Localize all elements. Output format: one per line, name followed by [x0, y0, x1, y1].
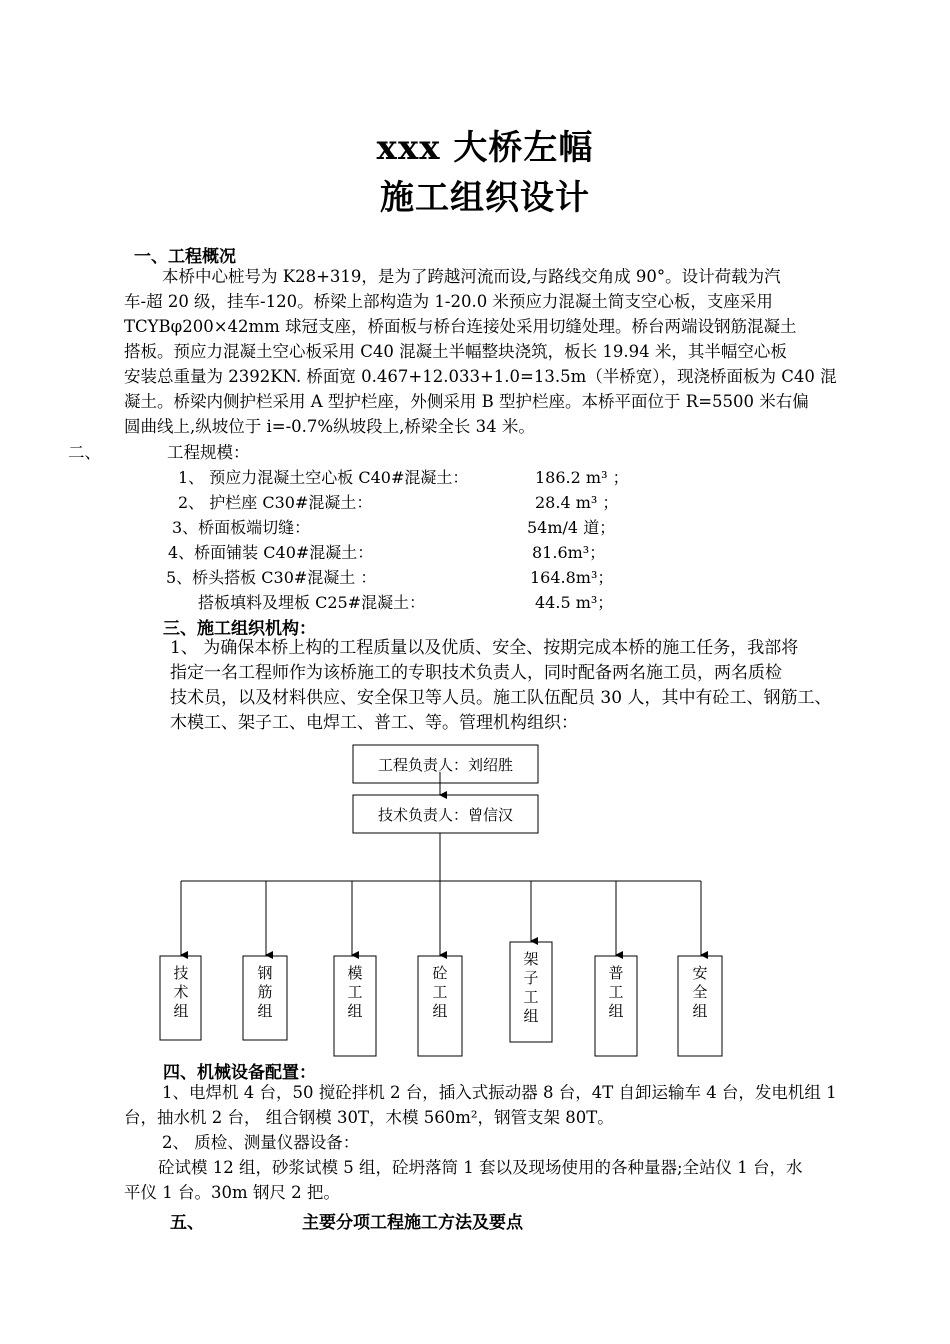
s3-line: 指定一名工程师作为该桥施工的专职技术负责人，同时配备两名施工员，两名质检 — [170, 663, 782, 683]
org-group-label: 砼 工 组 — [432, 964, 448, 1020]
section-5-heading: 主要分项工程施工方法及要点 — [302, 1213, 523, 1233]
org-group-label: 钢 筋 组 — [257, 964, 273, 1020]
scale-item-value: 28.4 m³ ； — [535, 493, 619, 512]
s1-line: 圆曲线上,纵坡位于 i=-0.7%纵坡段上,桥梁全长 34 米。 — [124, 417, 535, 436]
scale-item-value: 81.6m³； — [532, 543, 606, 562]
section-1-heading: 一、工程概况 — [134, 247, 236, 267]
scale-item-label: 3、桥面板端切缝： — [172, 518, 311, 537]
scale-item-label: 5、桥头搭板 C30#混凝土 ： — [166, 568, 377, 587]
scale-item-label: 搭板填料及埋板 C25#混凝土： — [198, 593, 426, 612]
scale-item-label: 2、 护栏座 C30#混凝土： — [178, 493, 373, 512]
org-group-label: 架 子 工 组 — [523, 950, 539, 1025]
section-4-body — [124, 1080, 837, 1205]
s4-line: 1、电焊机 4 台，50 搅砼拌机 2 台，插入式振动器 8 台，4T 自卸运输车 4 台，发电机组 1 — [162, 1083, 837, 1102]
s3-line: 技术员，以及材料供应、安全保卫等人员。施工队伍配员 30 人，其中有砼工、钢筋工、 — [170, 688, 832, 708]
s4-line: 平仪 1 台。30m 钢尺 2 把。 — [124, 1183, 340, 1202]
section-5-number: 五、 — [170, 1213, 204, 1233]
s1-line: 本桥中心桩号为 K28+319，是为了跨越河流而设,与路线交角成 90°。设计荷载为汽 — [162, 267, 781, 286]
scale-item-value: 164.8m³； — [530, 568, 614, 587]
org-group-label: 普 工 组 — [608, 964, 624, 1020]
section-2-number: 二、 — [68, 443, 101, 462]
org-group-label: 安 全 组 — [692, 964, 708, 1020]
s1-line: 车-超 20 级，挂车-120。桥梁上部构造为 1-20.0 米预应力混凝土简支空心板，支座采用 — [124, 292, 773, 311]
scale-item-value: 186.2 m³ ； — [535, 468, 629, 487]
s3-line: 木模工、架子工、电焊工、普工、等。管理机构组织： — [170, 713, 578, 733]
org-top-label: 工程负责人：刘绍胜 — [377, 756, 513, 774]
s4-line: 台，抽水机 2 台， 组合钢模 30T，木模 560m²，钢管支架 80T。 — [124, 1108, 614, 1127]
org-group-label: 技 术 组 — [173, 964, 189, 1020]
s4-line: 2、 质检、测量仪器设备： — [162, 1133, 360, 1152]
scale-item-label: 4、桥面铺装 C40#混凝土： — [168, 543, 374, 562]
org-second-label: 技术负责人：曾信汉 — [377, 806, 513, 824]
s4-line: 砼试模 12 组，砂浆试模 5 组，砼坍落筒 1 套以及现场使用的各种量器;全站仪 1 台，水 — [158, 1158, 803, 1177]
scale-item-label: 1、 预应力混凝土空心板 C40#混凝土： — [178, 468, 469, 487]
scale-item-value: 44.5 m³； — [535, 593, 614, 612]
s1-line: 凝土。桥梁内侧护栏采用 A 型护栏座，外侧采用 B 型护栏座。本桥平面位于 R=5500 米右偏 — [124, 392, 809, 411]
doc-title-line1: xxx 大桥左幅 — [376, 128, 594, 168]
s3-line: 1、 为确保本桥上构的工程质量以及优质、安全、按期完成本桥的施工任务，我部将 — [170, 638, 799, 658]
s1-line: TCYBφ200×42mm 球冠支座，桥面板与桥台连接处采用切缝处理。桥台两端设钢筋混凝土 — [124, 317, 797, 336]
org-group-label: 模 工 组 — [347, 964, 363, 1020]
scale-item-value: 54m/4 道； — [527, 518, 616, 537]
doc-title-line2: 施工组织设计 — [380, 178, 590, 218]
section-4-heading: 四、机械设备配置： — [163, 1063, 316, 1083]
s1-line: 安装总重量为 2392KN. 桥面宽 0.467+12.033+1.0=13.5m（半桥宽），现浇桥面板为 C40 混 — [124, 367, 837, 386]
section-3-heading: 三、施工组织机构： — [163, 619, 316, 639]
s1-line: 搭板。预应力混凝土空心板采用 C40 混凝土半幅整块浇筑，板长 19.94 米，其半幅空心板 — [124, 342, 787, 361]
section-2-heading: 工程规模： — [167, 443, 250, 462]
